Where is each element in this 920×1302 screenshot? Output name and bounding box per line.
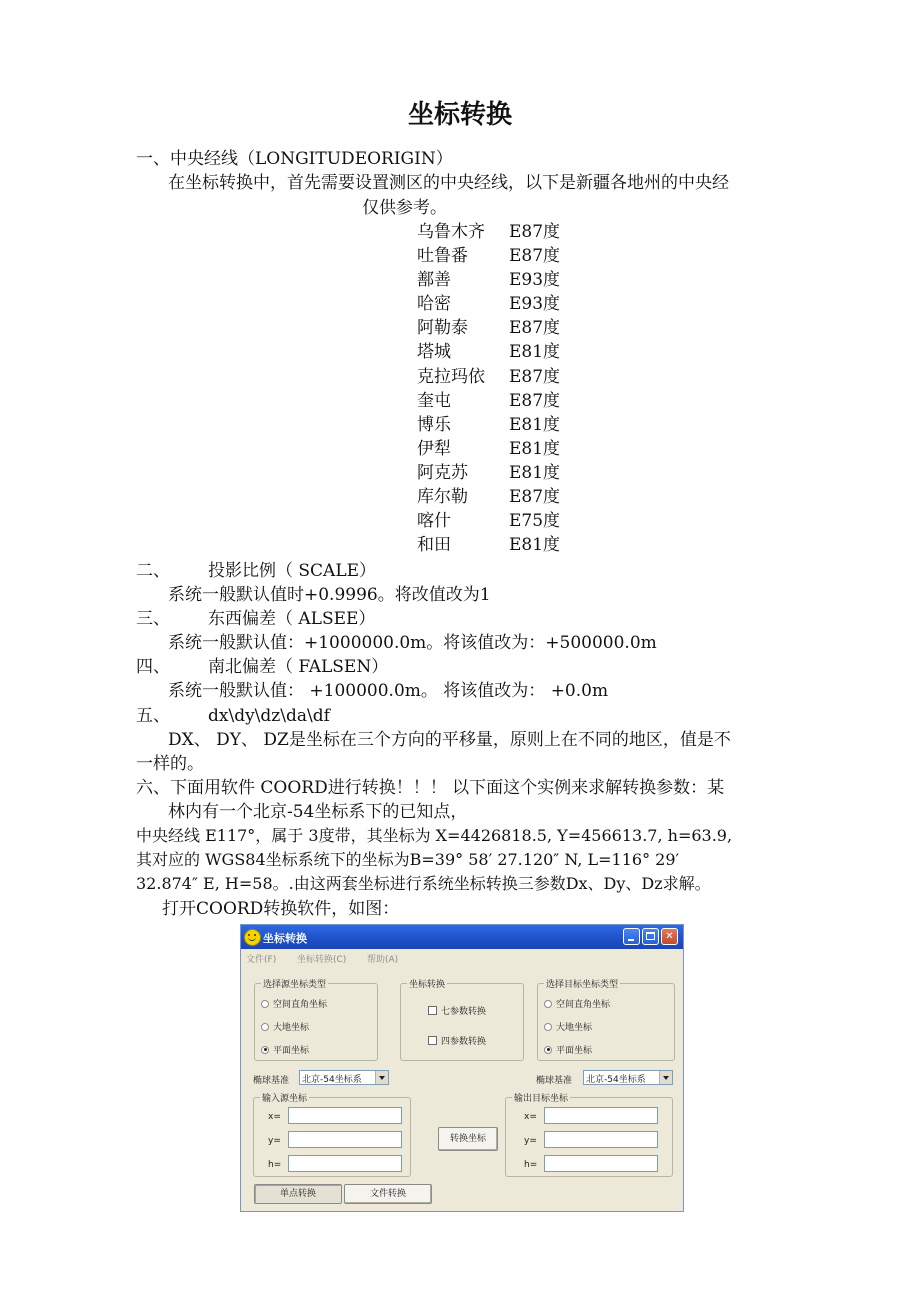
central-meridian-value: E81度 bbox=[509, 462, 561, 483]
section-5-heading: dx\dy\dz\da\df bbox=[208, 706, 330, 726]
checkbox-icon[interactable] bbox=[428, 1006, 437, 1015]
central-meridian-value: E81度 bbox=[509, 535, 561, 556]
transform-group-title: 坐标转换 bbox=[407, 977, 447, 990]
source-h-input[interactable] bbox=[288, 1155, 402, 1172]
radio-icon[interactable] bbox=[261, 1023, 269, 1031]
input-coords-group-title: 输入源坐标 bbox=[260, 1091, 309, 1104]
meridian-row bbox=[417, 244, 589, 268]
menu-file[interactable]: 文件(F) bbox=[246, 955, 277, 965]
target-radio-cartesian[interactable] bbox=[544, 997, 610, 1010]
tab-single-point[interactable]: 单点转换 bbox=[254, 1184, 342, 1204]
checkbox-icon[interactable] bbox=[428, 1036, 437, 1045]
menu-help[interactable]: 帮助(A) bbox=[367, 955, 399, 965]
region-name: 克拉玛依 bbox=[417, 366, 485, 387]
chevron-down-icon[interactable] bbox=[659, 1071, 672, 1084]
meridian-row bbox=[417, 389, 589, 413]
target-type-group bbox=[537, 980, 675, 1061]
target-h-input[interactable] bbox=[544, 1155, 658, 1172]
page-title: 坐标转换 bbox=[407, 100, 512, 130]
central-meridian-value: E87度 bbox=[509, 222, 561, 242]
region-name: 博乐 bbox=[417, 414, 451, 435]
radio-label: 平面坐标 bbox=[556, 1046, 593, 1056]
region-name: 奎屯 bbox=[417, 390, 451, 411]
section-6-line-1: 六、下面用软件 COORD进行转换！！！ 以下面这个实例来求解转换参数：某 bbox=[136, 778, 725, 798]
meridian-row bbox=[417, 485, 589, 509]
meridian-row bbox=[417, 509, 589, 533]
central-meridian-value: E81度 bbox=[509, 342, 561, 363]
source-type-group bbox=[254, 980, 378, 1061]
source-radio-cartesian[interactable] bbox=[261, 997, 327, 1010]
region-name: 塔城 bbox=[417, 342, 451, 363]
target-type-group-title: 选择目标坐标类型 bbox=[544, 977, 620, 990]
region-name: 喀什 bbox=[417, 511, 451, 532]
region-name: 库尔勒 bbox=[417, 487, 468, 508]
region-name: 和田 bbox=[417, 535, 451, 556]
target-ellipsoid-label: 椭球基准 bbox=[536, 1076, 573, 1086]
source-x-input[interactable] bbox=[288, 1107, 402, 1124]
seven-param-checkbox[interactable] bbox=[428, 1004, 486, 1017]
radio-icon-selected[interactable] bbox=[261, 1046, 269, 1054]
section-1-text: 在坐标转换中，首先需要设置测区的中央经线，以下是新疆各地州的中央经 bbox=[168, 173, 729, 193]
y-label: y= bbox=[524, 1136, 537, 1146]
radio-icon[interactable] bbox=[261, 1000, 269, 1008]
source-radio-geodetic[interactable] bbox=[261, 1020, 309, 1033]
input-coords-group bbox=[253, 1094, 411, 1177]
section-6-line-2: 林内有一个北京-54坐标系下的已知点， bbox=[168, 802, 468, 822]
meridian-row bbox=[417, 365, 589, 389]
minimize-button[interactable] bbox=[623, 928, 640, 945]
central-meridian-value: E93度 bbox=[509, 270, 561, 291]
radio-label: 大地坐标 bbox=[556, 1023, 593, 1033]
section-4-number: 四、 bbox=[136, 657, 170, 677]
radio-label: 大地坐标 bbox=[273, 1023, 310, 1033]
central-meridian-value: E75度 bbox=[509, 511, 561, 532]
section-6-line-3: 中央经线 E117°，属于 3度带，其坐标为 X=4426818.5, Y=456613.7, h=63.9, bbox=[136, 826, 733, 845]
four-param-checkbox[interactable] bbox=[428, 1034, 486, 1047]
output-coords-group-title: 输出目标坐标 bbox=[512, 1091, 570, 1104]
maximize-button[interactable] bbox=[642, 928, 659, 945]
region-name: 哈密 bbox=[417, 294, 451, 315]
meridian-row bbox=[417, 220, 589, 244]
menu-bar bbox=[241, 949, 683, 967]
section-1-heading: 一、中央经线（LONGITUDEORIGIN） bbox=[136, 149, 453, 169]
checkbox-label: 七参数转换 bbox=[441, 1007, 487, 1017]
h-label: h= bbox=[524, 1160, 538, 1170]
source-radio-plane[interactable] bbox=[261, 1043, 309, 1056]
section-2-heading: 投影比例（ SCALE） bbox=[208, 561, 377, 581]
radio-label: 空间直角坐标 bbox=[556, 1000, 611, 1010]
smiley-icon bbox=[244, 929, 261, 946]
target-y-input[interactable] bbox=[544, 1131, 658, 1148]
section-6-line-5: 32.874″ E, H=58。.由这两套坐标进行系统坐标转换三参数Dx、Dy、Dz求解。 bbox=[136, 874, 711, 893]
section-2-number: 二、 bbox=[136, 561, 170, 581]
region-name: 乌鲁木齐 bbox=[417, 222, 485, 242]
central-meridian-value: E81度 bbox=[509, 414, 561, 435]
convert-button[interactable]: 转换坐标 bbox=[438, 1127, 498, 1151]
section-4-heading: 南北偏差（ FALSEN） bbox=[208, 657, 389, 677]
central-meridian-value: E87度 bbox=[509, 318, 561, 339]
section-6-line-6: 打开COORD转换软件，如图： bbox=[162, 899, 400, 919]
section-4-text: 系统一般默认值： +100000.0m。 将该值改为： +0.0m bbox=[168, 681, 609, 701]
select-value: 北京-54坐标系 bbox=[586, 1075, 646, 1085]
radio-icon-selected[interactable] bbox=[544, 1046, 552, 1054]
y-label: y= bbox=[268, 1136, 281, 1146]
chevron-down-icon[interactable] bbox=[375, 1071, 388, 1084]
section-3-number: 三、 bbox=[136, 609, 170, 629]
target-radio-plane[interactable] bbox=[544, 1043, 592, 1056]
x-label: x= bbox=[524, 1112, 537, 1122]
source-y-input[interactable] bbox=[288, 1131, 402, 1148]
meridian-row bbox=[417, 437, 589, 461]
radio-label: 平面坐标 bbox=[273, 1046, 310, 1056]
central-meridian-value: E87度 bbox=[509, 366, 561, 387]
region-name: 阿勒泰 bbox=[417, 318, 468, 339]
title-bar[interactable] bbox=[241, 925, 683, 949]
meridian-row bbox=[417, 292, 589, 316]
central-meridian-value: E87度 bbox=[509, 390, 561, 411]
region-name: 伊犁 bbox=[417, 438, 451, 459]
source-type-group-title: 选择源坐标类型 bbox=[261, 977, 328, 990]
source-ellipsoid-select[interactable] bbox=[299, 1070, 389, 1085]
region-name: 鄯善 bbox=[417, 270, 451, 291]
tab-file[interactable]: 文件转换 bbox=[344, 1184, 432, 1204]
central-meridian-value: E81度 bbox=[509, 438, 561, 459]
section-5-text: DX、 DY、 DZ是坐标在三个方向的平移量，原则上在不同的地区，值是不 bbox=[168, 730, 731, 750]
radio-label: 空间直角坐标 bbox=[273, 1000, 328, 1010]
meridian-row bbox=[417, 268, 589, 292]
target-ellipsoid-select[interactable] bbox=[583, 1070, 673, 1085]
select-value: 北京-54坐标系 bbox=[302, 1075, 362, 1085]
transform-group bbox=[400, 980, 524, 1061]
region-name: 吐鲁番 bbox=[417, 246, 468, 267]
meridian-row bbox=[417, 533, 589, 557]
checkbox-label: 四参数转换 bbox=[441, 1037, 487, 1047]
meridian-row bbox=[417, 316, 589, 340]
meridian-row bbox=[417, 340, 589, 364]
meridian-row bbox=[417, 461, 589, 485]
section-6-line-4: 其对应的 WGS84坐标系统下的坐标为B=39° 58′ 27.120″ N, L=116° 29′ bbox=[136, 850, 680, 869]
x-label: x= bbox=[268, 1112, 281, 1122]
menu-coord-transform[interactable]: 坐标转换(C) bbox=[297, 955, 347, 965]
source-ellipsoid-label: 椭球基准 bbox=[253, 1076, 290, 1086]
meridian-row bbox=[417, 413, 589, 437]
close-button[interactable]: ✕ bbox=[661, 928, 678, 945]
section-5-number: 五、 bbox=[136, 706, 170, 726]
section-5-text-cont: 一样的。 bbox=[136, 754, 204, 774]
radio-icon[interactable] bbox=[544, 1000, 552, 1008]
central-meridian-value: E87度 bbox=[509, 487, 561, 508]
meridian-list bbox=[417, 220, 589, 557]
central-meridian-value: E93度 bbox=[509, 294, 561, 315]
radio-icon[interactable] bbox=[544, 1023, 552, 1031]
target-x-input[interactable] bbox=[544, 1107, 658, 1124]
coord-app-window bbox=[240, 924, 684, 1212]
region-name: 阿克苏 bbox=[417, 462, 468, 483]
central-meridian-value: E87度 bbox=[509, 246, 561, 267]
section-2-text: 系统一般默认值时+0.9996。将改值改为1 bbox=[168, 585, 491, 605]
section-3-text: 系统一般默认值：+1000000.0m。将该值改为：+500000.0m bbox=[168, 633, 657, 653]
output-coords-group bbox=[505, 1094, 673, 1177]
target-radio-geodetic[interactable] bbox=[544, 1020, 592, 1033]
section-1-text-cont: 仅供参考。 bbox=[362, 198, 447, 218]
section-3-heading: 东西偏差（ ALSEE） bbox=[208, 609, 376, 629]
h-label: h= bbox=[268, 1160, 282, 1170]
window-title: 坐标转换 bbox=[263, 932, 307, 945]
